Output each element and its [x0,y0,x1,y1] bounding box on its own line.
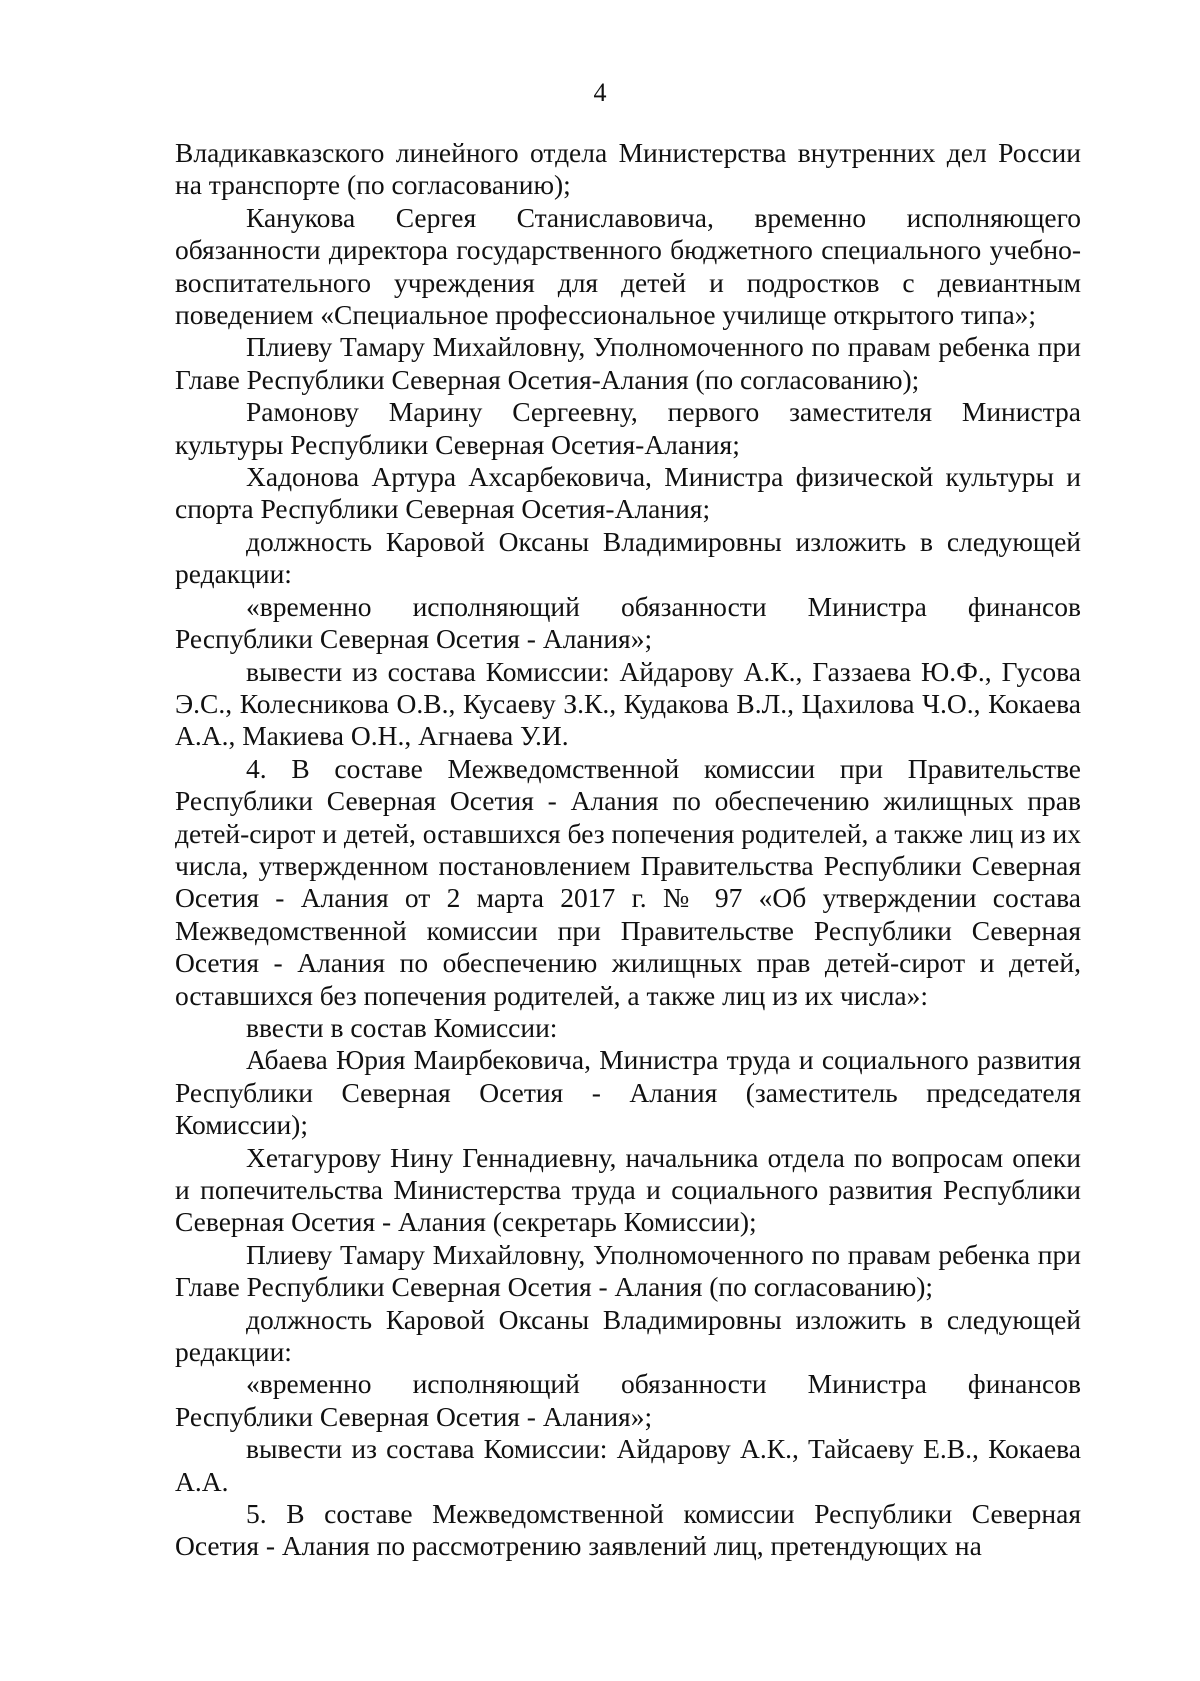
paragraph: должность Каровой Оксаны Владимировны изложить в следующей редакции: [175,1303,1081,1368]
paragraph: Рамонову Марину Сергеевну, первого заместителя Министра культуры Республики Северная Осетия-Алания; [175,396,1081,460]
paragraph: «временно исполняющий обязанности Министра финансов Республики Северная Осетия - Алания»; [175,590,1081,655]
paragraph: Абаева Юрия Маирбековича, Министра труда и социального развития Республики Северная Осетия - Алания (заместитель председателя Комиссии); [175,1044,1081,1141]
paragraph: Владикавказского линейного отдела Министерства внутренних дел России на транспорте (по согласованию); [175,137,1081,201]
paragraph: вывести из состава Комиссии: Айдарову А.К., Газзаева Ю.Ф., Гусова Э.С., Колесникова О.В., Кусаеву З.К., Кудакова В.Л., Цахилова Ч.О., Кокаева А.А., Макиева О.Н., Агнаева У.И. [175,655,1081,752]
paragraph: Плиеву Тамару Михайловну, Уполномоченного по правам ребенка при Главе Республики Северная Осетия-Алания (по согласованию); [175,331,1081,395]
paragraph: 4. В составе Межведомственной комиссии при Правительстве Республики Северная Осетия - Алания по обеспечению жилищных прав детей-сирот и детей, оставшихся без попечения родителей, а также лиц из их числа, утвержденном постановлением Правительства Республики Северная Осетия - Алания от 2 марта 2017 г. № 97 «Об утверждении состава Межведомственной комиссии при Правительстве Республики Северная Осетия - Алания по обеспечению жилищных прав детей-сирот и детей, оставшихся без попечения родителей, а также лиц из их числа»: [175,752,1081,1011]
paragraph: должность Каровой Оксаны Владимировны изложить в следующей редакции: [175,525,1081,590]
paragraph: Хадонова Артура Ахсарбековича, Министра физической культуры и спорта Республики Северная Осетия-Алания; [175,461,1081,525]
page-number: 4 [593,78,607,107]
paragraph: Канукова Сергея Станиславовича, временно исполняющего обязанности директора государственного бюджетного специального учебно-воспитательного учреждения для детей и подростков с девиантным поведением «Специальное профессиональное училище открытого типа»; [175,201,1081,331]
paragraph: 5. В составе Межведомственной комиссии Республики Северная Осетия - Алания по рассмотрению заявлений лиц, претендующих на [175,1498,1081,1562]
paragraph: вывести из состава Комиссии: Айдарову А.К., Тайсаеву Е.В., Кокаева А.А. [175,1433,1081,1497]
paragraph: Плиеву Тамару Михайловну, Уполномоченного по правам ребенка при Главе Республики Северная Осетия - Алания (по согласованию); [175,1238,1081,1303]
document-body [175,137,1081,1563]
paragraph: «временно исполняющий обязанности Министра финансов Республики Северная Осетия - Алания»; [175,1368,1081,1432]
paragraph: Хетагурову Нину Геннадиевну, начальника отдела по вопросам опеки и попечительства Министерства труда и социального развития Республики Северная Осетия - Алания (секретарь Комиссии); [175,1141,1081,1238]
paragraph: ввести в состав Комиссии: [246,1011,558,1043]
